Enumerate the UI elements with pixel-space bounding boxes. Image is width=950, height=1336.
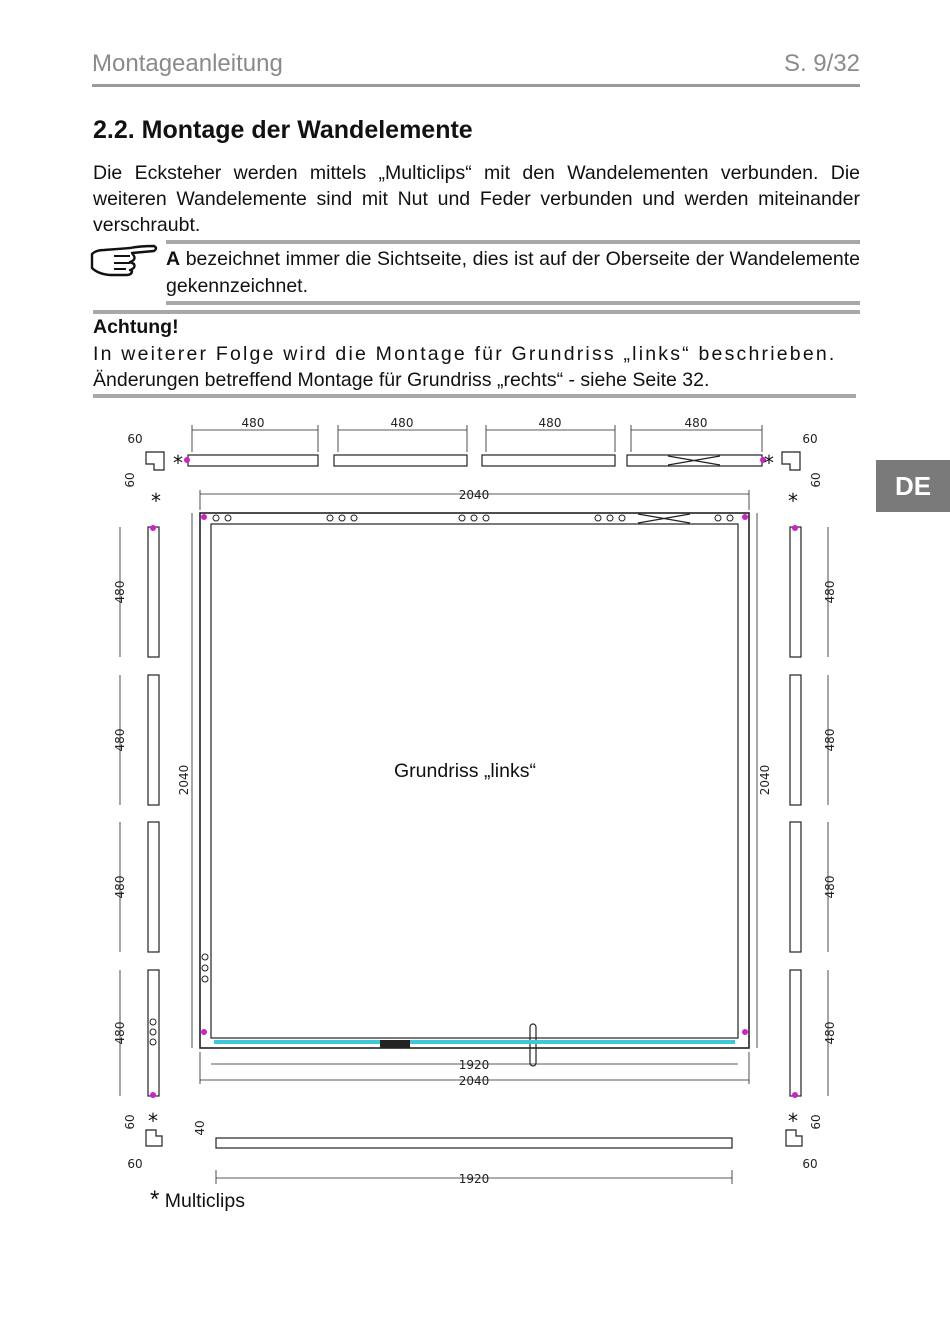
dim-top-2: 480	[390, 416, 414, 430]
intro-paragraph: Die Ecksteher werden mittels „Multiclips“ mit den Wandelementen verbunden. Die weiteren Wandelemente sind mit Nut und Feder verbunden und werden miteinander verschraubt.	[93, 162, 860, 236]
dim-right-2: 480	[823, 728, 837, 752]
legend-star: *	[150, 1186, 160, 1213]
warning-line-2: Änderungen betreffend Montage für Grundriss „rechts“ - siehe Seite 32.	[93, 369, 710, 391]
note-body: bezeichnet immer die Sichtseite, dies ist auf der Oberseite der Wandelemente gekennzeichnet.	[166, 248, 860, 297]
warning-divider-bottom	[93, 394, 856, 398]
note-text	[166, 246, 860, 300]
page-number: S. 9/32	[783, 50, 860, 77]
legend	[150, 1186, 245, 1214]
dim-corner-side-bottom-left: 60	[123, 1114, 137, 1130]
pointing-hand-icon	[90, 240, 160, 280]
dim-corner-side-top-left: 60	[123, 472, 137, 488]
warning-text	[93, 341, 860, 393]
dim-top-4: 480	[684, 416, 708, 430]
dim-bar-length: 1920	[458, 1172, 490, 1186]
dim-bottom-inner: 1920	[458, 1058, 490, 1072]
multiclip-star-5: *	[148, 1109, 158, 1133]
section-title: 2.2. Montage der Wandelemente	[93, 116, 473, 144]
warning-title: Achtung!	[93, 316, 179, 338]
multiclip-star-6: *	[788, 1109, 798, 1133]
dim-bar-height: 40	[193, 1120, 207, 1136]
assembly-drawing	[110, 405, 860, 1200]
dim-top-1: 480	[241, 416, 265, 430]
dim-corner-top-right: 60	[802, 432, 818, 446]
note-divider-top	[166, 240, 860, 244]
dim-bottom-total: 2040	[458, 1074, 490, 1088]
multiclip-star-3: *	[151, 489, 161, 513]
dim-left-1: 480	[113, 580, 127, 604]
language-tab-de[interactable]: DE	[876, 460, 950, 512]
dim-right-3: 480	[823, 875, 837, 899]
dim-corner-side-bottom-right: 60	[809, 1114, 823, 1130]
note-bold-label: A	[166, 248, 181, 270]
dim-top-3: 480	[538, 416, 562, 430]
dim-corner-bottom-left: 60	[127, 1157, 143, 1171]
dim-corner-side-top-right: 60	[809, 472, 823, 488]
multiclip-star-1: *	[173, 451, 183, 475]
dim-left-4: 480	[113, 1021, 127, 1045]
plan-label: Grundriss „links“	[394, 760, 536, 782]
dim-right-1: 480	[823, 580, 837, 604]
dim-corner-bottom-right: 60	[802, 1157, 818, 1171]
dim-left-3: 480	[113, 875, 127, 899]
header-divider	[92, 84, 860, 87]
warning-divider-top	[93, 310, 860, 314]
multiclip-star-2: *	[764, 451, 774, 475]
dim-left-total: 2040	[177, 764, 191, 796]
multiclip-star-4: *	[788, 489, 798, 513]
dim-corner-top-left: 60	[127, 432, 143, 446]
dim-right-4: 480	[823, 1021, 837, 1045]
dim-left-2: 480	[113, 728, 127, 752]
legend-text: Multiclips	[159, 1190, 245, 1212]
note-divider-bottom	[166, 301, 860, 305]
warning-line-1: In weiterer Folge wird die Montage für Grundriss „links“ beschrieben.	[93, 343, 837, 365]
dim-top-total: 2040	[458, 488, 490, 502]
header-title: Montageanleitung	[92, 50, 283, 77]
dim-right-total: 2040	[758, 764, 772, 796]
